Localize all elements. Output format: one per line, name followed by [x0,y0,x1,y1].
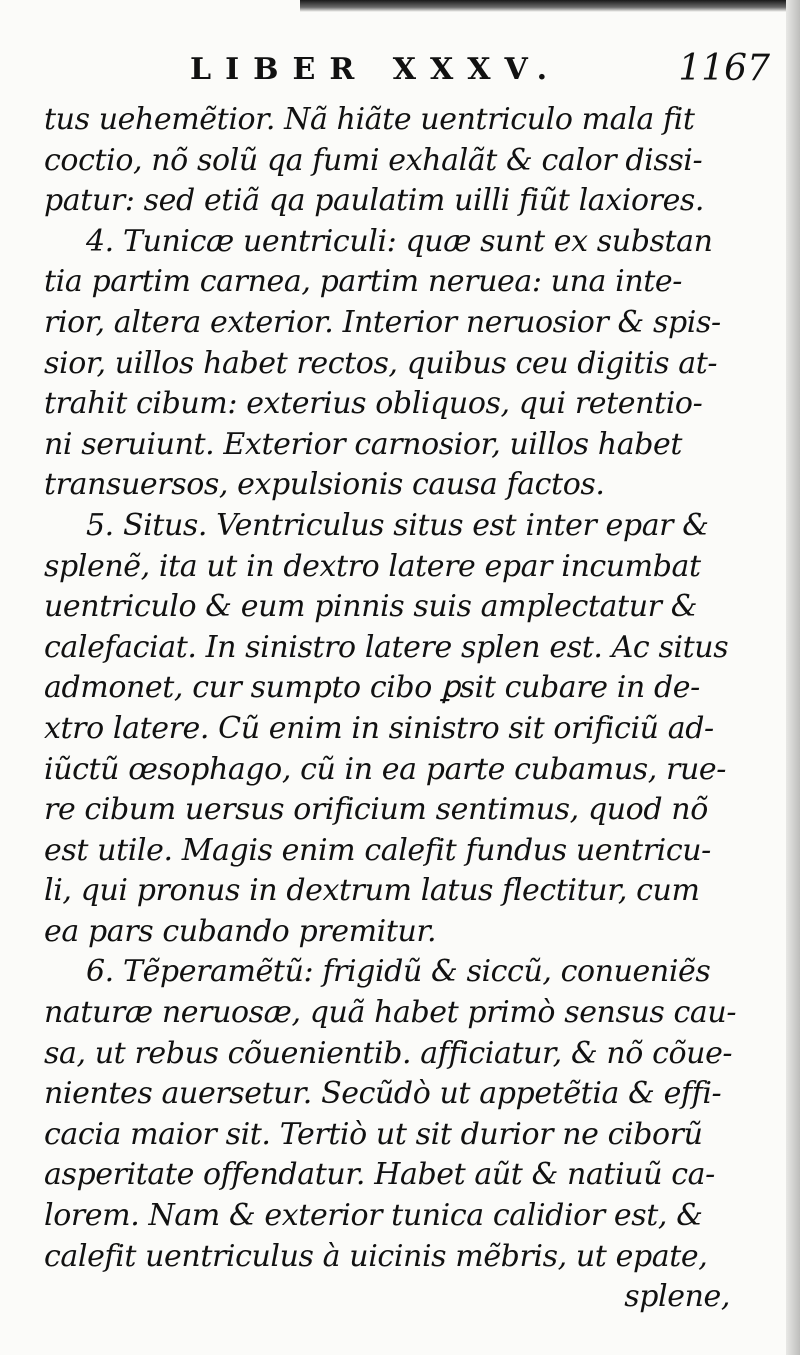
text-line: trahit cibum: exterius obliquos, qui retentio- [44,386,703,422]
text-line: xtro latere. Cũ enim in sinistro sit orificiũ ad- [44,710,714,746]
text-line: naturæ neruosæ, quã habet primò sensus cau- [44,995,737,1031]
text-line: cacia maior sit. Tertiò ut sit durior ne ciborũ [44,1116,703,1152]
section-5-heading-line: 5. Situs. Ventriculus situs est inter epar & [86,507,709,543]
catchword-line: splene, [624,1279,730,1315]
text-line: rior, altera exterior. Interior neruosior & spis- [44,304,721,340]
text-line: lorem. Nam & exterior tunica calidior est, & [44,1198,703,1234]
running-title: LIBER XXXV. [190,52,562,87]
text-line: transuersos, expulsionis causa factos. [44,467,605,503]
text-line: ea pars cubando premitur. [44,913,437,949]
body-text [44,100,766,1318]
page-header [190,48,770,102]
text-line: admonet, cur sumpto cibo ꝑsit cubare in de- [44,670,700,706]
page-top-shadow [300,0,800,12]
text-line: sior, uillos habet rectos, quibus ceu digitis at- [44,345,718,381]
text-line: patur: sed etiã qa paulatim uilli fiũt laxiores. [44,183,705,219]
section-6-heading-line: 6. Tẽperamẽtũ: frigidũ & siccũ, conueniẽs [86,954,711,990]
text-line: li, qui pronus in dextrum latus flectitur, cum [44,873,700,909]
text-line: sa, ut rebus cõuenientib. afficiatur, & nõ cõue- [44,1035,733,1071]
text-line: calefaciat. In sinistro latere splen est. Ac situs [44,629,729,665]
text-line: splenẽ, ita ut in dextro latere epar incumbat [44,548,701,584]
text-line: ni seruiunt. Exterior carnosior, uillos habet [44,426,683,462]
text-line: coctio, nõ solũ qa fumi exhalãt & calor dissi- [44,142,703,178]
page-number: 1167 [678,48,770,89]
page-right-edge [786,0,800,1355]
text-line: asperitate offendatur. Habet aũt & natiuũ ca- [44,1157,715,1193]
text-line: nientes auersetur. Secũdò ut appetẽtia & effi- [44,1076,722,1112]
text-line: tus uehemẽtior. Nã hiãte uentriculo mala fit [44,102,695,137]
text-line: est utile. Magis enim calefit fundus uentricu- [44,832,711,868]
text-line: re cibum uersus orificium sentimus, quod nõ [44,792,708,828]
section-4-heading-line: 4. Tunicæ uentriculi: quæ sunt ex substan [86,223,713,259]
text-line: uentriculo & eum pinnis suis amplectatur & [44,589,698,625]
text-line: tia partim carnea, partim neruea: una inte- [44,264,683,300]
text-line: calefit uentriculus à uicinis mẽbris, ut epate, [44,1238,708,1274]
text-line: iũctũ œsophago, cũ in ea parte cubamus, rue- [44,751,726,787]
